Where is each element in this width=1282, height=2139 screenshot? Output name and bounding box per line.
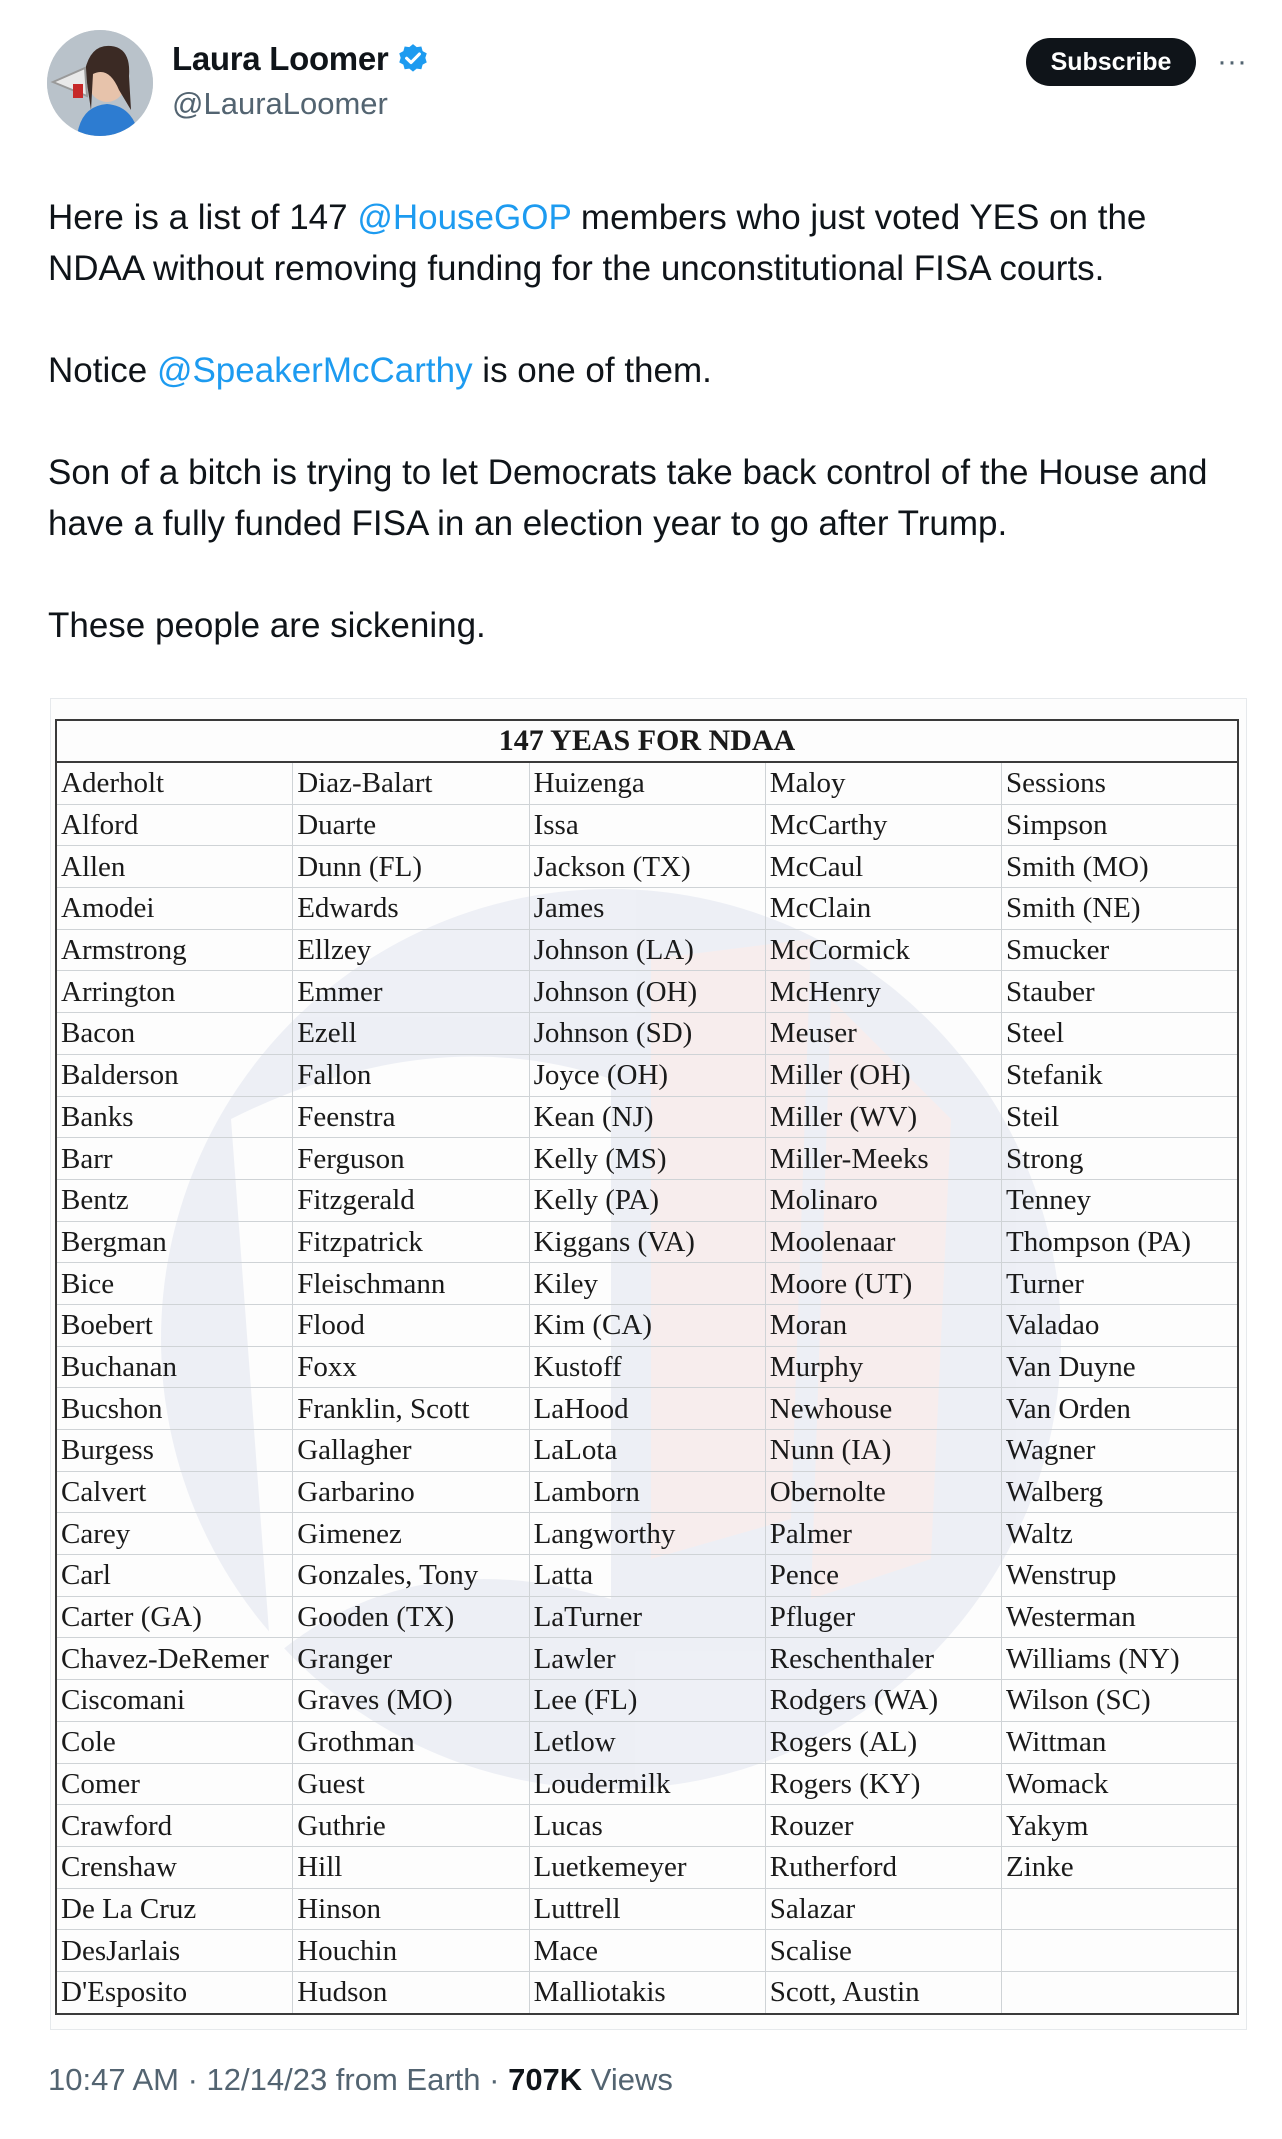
table-cell: Letlow bbox=[529, 1721, 765, 1763]
table-cell: Smith (MO) bbox=[1002, 846, 1238, 888]
tweet-text-segment: members who just voted YES on the NDAA without removing funding for the unconstitutional FISA courts. bbox=[48, 198, 1147, 288]
table-row bbox=[56, 846, 1238, 888]
table-cell: Huizenga bbox=[529, 762, 765, 804]
table-cell: Newhouse bbox=[765, 1388, 1001, 1430]
table-cell: Williams (NY) bbox=[1002, 1638, 1238, 1680]
table-row bbox=[56, 1971, 1238, 2013]
table-cell: Womack bbox=[1002, 1763, 1238, 1805]
table-cell: Stefanik bbox=[1002, 1054, 1238, 1096]
table-row bbox=[56, 1388, 1238, 1430]
table-cell: Ferguson bbox=[293, 1138, 529, 1180]
table-cell: Wenstrup bbox=[1002, 1555, 1238, 1597]
mention-link-speakermccarthy[interactable]: @SpeakerMcCarthy bbox=[156, 351, 473, 390]
table-cell: Murphy bbox=[765, 1346, 1001, 1388]
votes-table bbox=[55, 719, 1239, 2015]
tweet-text-segment: Here is a list of 147 bbox=[48, 198, 358, 237]
table-cell: Westerman bbox=[1002, 1596, 1238, 1638]
table-row bbox=[56, 1805, 1238, 1847]
table-cell: Bentz bbox=[56, 1179, 293, 1221]
verified-badge-icon bbox=[396, 42, 430, 76]
table-row bbox=[56, 1221, 1238, 1263]
table-row bbox=[56, 1471, 1238, 1513]
table-row bbox=[56, 1430, 1238, 1472]
table-cell bbox=[1002, 1888, 1238, 1930]
views-label: Views bbox=[582, 2062, 673, 2097]
table-cell: Crawford bbox=[56, 1805, 293, 1847]
tweet-text-segment: Notice bbox=[48, 351, 157, 390]
table-cell: Walberg bbox=[1002, 1471, 1238, 1513]
table-cell: Cole bbox=[56, 1721, 293, 1763]
attached-image[interactable] bbox=[50, 698, 1247, 2030]
table-cell: Rouzer bbox=[765, 1805, 1001, 1847]
table-cell: LaTurner bbox=[529, 1596, 765, 1638]
tweet-paragraph-1 bbox=[48, 192, 1248, 294]
table-row bbox=[56, 888, 1238, 930]
views-count: 707K bbox=[508, 2062, 583, 2097]
tweet-paragraph-3: Son of a bitch is trying to let Democrats take back control of the House and have a fully funded FISA in an election year to go after Trump. bbox=[48, 453, 1208, 543]
table-cell: Lee (FL) bbox=[529, 1680, 765, 1722]
table-cell: Arrington bbox=[56, 971, 293, 1013]
subscribe-button[interactable]: Subscribe bbox=[1026, 38, 1196, 86]
table-cell: Allen bbox=[56, 846, 293, 888]
table-cell: Rutherford bbox=[765, 1846, 1001, 1888]
table-cell: Jackson (TX) bbox=[529, 846, 765, 888]
table-cell: Zinke bbox=[1002, 1846, 1238, 1888]
table-cell: Steel bbox=[1002, 1013, 1238, 1055]
table-cell: Gallagher bbox=[293, 1430, 529, 1472]
table-cell: Boebert bbox=[56, 1304, 293, 1346]
table-cell: Carl bbox=[56, 1555, 293, 1597]
table-cell: Carey bbox=[56, 1513, 293, 1555]
table-row bbox=[56, 1096, 1238, 1138]
table-cell: Bucshon bbox=[56, 1388, 293, 1430]
table-cell: Steil bbox=[1002, 1096, 1238, 1138]
table-row bbox=[56, 1846, 1238, 1888]
table-row bbox=[56, 1054, 1238, 1096]
author-handle[interactable]: @LauraLoomer bbox=[172, 86, 388, 121]
table-cell: Van Orden bbox=[1002, 1388, 1238, 1430]
table-cell: Ciscomani bbox=[56, 1680, 293, 1722]
table-cell: Latta bbox=[529, 1555, 765, 1597]
table-cell: Bergman bbox=[56, 1221, 293, 1263]
table-cell: Foxx bbox=[293, 1346, 529, 1388]
table-cell bbox=[1002, 1930, 1238, 1972]
table-title: 147 YEAS FOR NDAA bbox=[56, 720, 1238, 762]
table-cell: Hill bbox=[293, 1846, 529, 1888]
table-cell: Aderholt bbox=[56, 762, 293, 804]
table-cell: Gimenez bbox=[293, 1513, 529, 1555]
table-cell: Kiley bbox=[529, 1263, 765, 1305]
table-cell: Gonzales, Tony bbox=[293, 1555, 529, 1597]
table-cell: Burgess bbox=[56, 1430, 293, 1472]
table-cell: Luetkemeyer bbox=[529, 1846, 765, 1888]
table-cell: Scott, Austin bbox=[765, 1971, 1001, 2013]
table-cell: Malliotakis bbox=[529, 1971, 765, 2013]
table-cell: Balderson bbox=[56, 1054, 293, 1096]
table-cell: Guthrie bbox=[293, 1805, 529, 1847]
table-cell: Garbarino bbox=[293, 1471, 529, 1513]
table-cell: Kiggans (VA) bbox=[529, 1221, 765, 1263]
table-cell: Pfluger bbox=[765, 1596, 1001, 1638]
table-row bbox=[56, 1888, 1238, 1930]
table-cell: James bbox=[529, 888, 765, 930]
table-cell: Bice bbox=[56, 1263, 293, 1305]
table-cell: McClain bbox=[765, 888, 1001, 930]
table-cell: Obernolte bbox=[765, 1471, 1001, 1513]
table-cell: Granger bbox=[293, 1638, 529, 1680]
table-cell: Fitzpatrick bbox=[293, 1221, 529, 1263]
table-row bbox=[56, 1555, 1238, 1597]
table-cell: Stauber bbox=[1002, 971, 1238, 1013]
table-cell: Meuser bbox=[765, 1013, 1001, 1055]
table-row bbox=[56, 1930, 1238, 1972]
table-cell: Dunn (FL) bbox=[293, 846, 529, 888]
table-cell: Salazar bbox=[765, 1888, 1001, 1930]
table-cell: Ellzey bbox=[293, 929, 529, 971]
table-cell: Wittman bbox=[1002, 1721, 1238, 1763]
table-cell: Simpson bbox=[1002, 804, 1238, 846]
table-cell: D'Esposito bbox=[56, 1971, 293, 2013]
table-cell: Ezell bbox=[293, 1013, 529, 1055]
table-row bbox=[56, 804, 1238, 846]
table-cell: DesJarlais bbox=[56, 1930, 293, 1972]
table-cell: Valadao bbox=[1002, 1304, 1238, 1346]
table-cell: Rodgers (WA) bbox=[765, 1680, 1001, 1722]
table-cell: Wilson (SC) bbox=[1002, 1680, 1238, 1722]
table-cell: Strong bbox=[1002, 1138, 1238, 1180]
table-cell: Van Duyne bbox=[1002, 1346, 1238, 1388]
table-cell: Sessions bbox=[1002, 762, 1238, 804]
table-cell: De La Cruz bbox=[56, 1888, 293, 1930]
timestamp[interactable]: 10:47 AM · 12/14/23 from Earth · bbox=[48, 2062, 509, 2097]
table-row bbox=[56, 1680, 1238, 1722]
table-cell: Kelly (MS) bbox=[529, 1138, 765, 1180]
table-cell: Issa bbox=[529, 804, 765, 846]
table-body bbox=[56, 762, 1238, 2014]
table-cell: Grothman bbox=[293, 1721, 529, 1763]
table-cell: Chavez-DeRemer bbox=[56, 1638, 293, 1680]
table-cell: Miller-Meeks bbox=[765, 1138, 1001, 1180]
table-cell: Johnson (OH) bbox=[529, 971, 765, 1013]
table-row bbox=[56, 1513, 1238, 1555]
table-cell: Moolenaar bbox=[765, 1221, 1001, 1263]
table-cell: Lawler bbox=[529, 1638, 765, 1680]
table-cell: Luttrell bbox=[529, 1888, 765, 1930]
table-cell: Waltz bbox=[1002, 1513, 1238, 1555]
table-cell: Fallon bbox=[293, 1054, 529, 1096]
table-cell: Turner bbox=[1002, 1263, 1238, 1305]
table-cell: McCaul bbox=[765, 846, 1001, 888]
table-cell: Maloy bbox=[765, 762, 1001, 804]
table-cell: Graves (MO) bbox=[293, 1680, 529, 1722]
tweet-paragraph-2 bbox=[48, 345, 1248, 396]
table-cell: Kelly (PA) bbox=[529, 1179, 765, 1221]
table-cell: Hudson bbox=[293, 1971, 529, 2013]
tweet-text-segment: is one of them. bbox=[472, 351, 712, 390]
table-cell: Guest bbox=[293, 1763, 529, 1805]
table-cell: Moore (UT) bbox=[765, 1263, 1001, 1305]
table-cell: Miller (OH) bbox=[765, 1054, 1001, 1096]
table-cell: Pence bbox=[765, 1555, 1001, 1597]
table-row bbox=[56, 1013, 1238, 1055]
table-cell: Miller (WV) bbox=[765, 1096, 1001, 1138]
table-row bbox=[56, 1263, 1238, 1305]
table-cell: Mace bbox=[529, 1930, 765, 1972]
tweet-text bbox=[48, 192, 1248, 702]
table-cell: Johnson (SD) bbox=[529, 1013, 765, 1055]
table-cell: Tenney bbox=[1002, 1179, 1238, 1221]
table-cell: LaHood bbox=[529, 1388, 765, 1430]
mention-link-housegop[interactable]: @HouseGOP bbox=[357, 198, 572, 237]
table-cell: Loudermilk bbox=[529, 1763, 765, 1805]
table-cell: Lucas bbox=[529, 1805, 765, 1847]
table-cell: Alford bbox=[56, 804, 293, 846]
more-options-icon[interactable]: ··· bbox=[1217, 45, 1247, 78]
table-cell: Thompson (PA) bbox=[1002, 1221, 1238, 1263]
table-cell: Joyce (OH) bbox=[529, 1054, 765, 1096]
table-cell: Carter (GA) bbox=[56, 1596, 293, 1638]
table-row bbox=[56, 1138, 1238, 1180]
table-cell bbox=[1002, 1971, 1238, 2013]
table-cell: Edwards bbox=[293, 888, 529, 930]
table-cell: Langworthy bbox=[529, 1513, 765, 1555]
table-cell: Kustoff bbox=[529, 1346, 765, 1388]
table-cell: Houchin bbox=[293, 1930, 529, 1972]
tweet-paragraph-4: These people are sickening. bbox=[48, 606, 486, 645]
table-cell: Fleischmann bbox=[293, 1263, 529, 1305]
table-cell: Smucker bbox=[1002, 929, 1238, 971]
table-cell: Lamborn bbox=[529, 1471, 765, 1513]
table-row bbox=[56, 1304, 1238, 1346]
table-cell: McHenry bbox=[765, 971, 1001, 1013]
table-cell: Duarte bbox=[293, 804, 529, 846]
table-row bbox=[56, 929, 1238, 971]
table-cell: Diaz-Balart bbox=[293, 762, 529, 804]
author-display-name[interactable]: Laura Loomer bbox=[172, 40, 389, 77]
table-cell: Rogers (AL) bbox=[765, 1721, 1001, 1763]
table-row bbox=[56, 971, 1238, 1013]
table-header-row bbox=[56, 720, 1238, 762]
table-cell: Barr bbox=[56, 1138, 293, 1180]
table-cell: McCarthy bbox=[765, 804, 1001, 846]
table-cell: Crenshaw bbox=[56, 1846, 293, 1888]
table-cell: Reschenthaler bbox=[765, 1638, 1001, 1680]
table-cell: Feenstra bbox=[293, 1096, 529, 1138]
avatar-image bbox=[47, 30, 153, 136]
table-cell: Yakym bbox=[1002, 1805, 1238, 1847]
table-cell: Smith (NE) bbox=[1002, 888, 1238, 930]
table-cell: Johnson (LA) bbox=[529, 929, 765, 971]
table-cell: Wagner bbox=[1002, 1430, 1238, 1472]
table-cell: Kim (CA) bbox=[529, 1304, 765, 1346]
table-cell: Palmer bbox=[765, 1513, 1001, 1555]
table-cell: Armstrong bbox=[56, 929, 293, 971]
table-cell: Hinson bbox=[293, 1888, 529, 1930]
table-cell: Flood bbox=[293, 1304, 529, 1346]
table-cell: McCormick bbox=[765, 929, 1001, 971]
table-row bbox=[56, 1179, 1238, 1221]
table-cell: Kean (NJ) bbox=[529, 1096, 765, 1138]
table-row bbox=[56, 1721, 1238, 1763]
table-cell: Nunn (IA) bbox=[765, 1430, 1001, 1472]
table-cell: Amodei bbox=[56, 888, 293, 930]
table-cell: Molinaro bbox=[765, 1179, 1001, 1221]
table-cell: Bacon bbox=[56, 1013, 293, 1055]
table-cell: Gooden (TX) bbox=[293, 1596, 529, 1638]
table-cell: Emmer bbox=[293, 971, 529, 1013]
table-cell: Fitzgerald bbox=[293, 1179, 529, 1221]
table-row bbox=[56, 1638, 1238, 1680]
table-cell: Moran bbox=[765, 1304, 1001, 1346]
tweet-meta bbox=[48, 2062, 673, 2098]
table-cell: Banks bbox=[56, 1096, 293, 1138]
table-row bbox=[56, 762, 1238, 804]
author-name-row bbox=[172, 40, 430, 78]
table-row bbox=[56, 1346, 1238, 1388]
table-cell: Rogers (KY) bbox=[765, 1763, 1001, 1805]
table-cell: Buchanan bbox=[56, 1346, 293, 1388]
avatar[interactable] bbox=[47, 30, 153, 136]
table-cell: Scalise bbox=[765, 1930, 1001, 1972]
table-row bbox=[56, 1763, 1238, 1805]
table-cell: LaLota bbox=[529, 1430, 765, 1472]
table-cell: Comer bbox=[56, 1763, 293, 1805]
table-cell: Calvert bbox=[56, 1471, 293, 1513]
table-row bbox=[56, 1596, 1238, 1638]
table-cell: Franklin, Scott bbox=[293, 1388, 529, 1430]
